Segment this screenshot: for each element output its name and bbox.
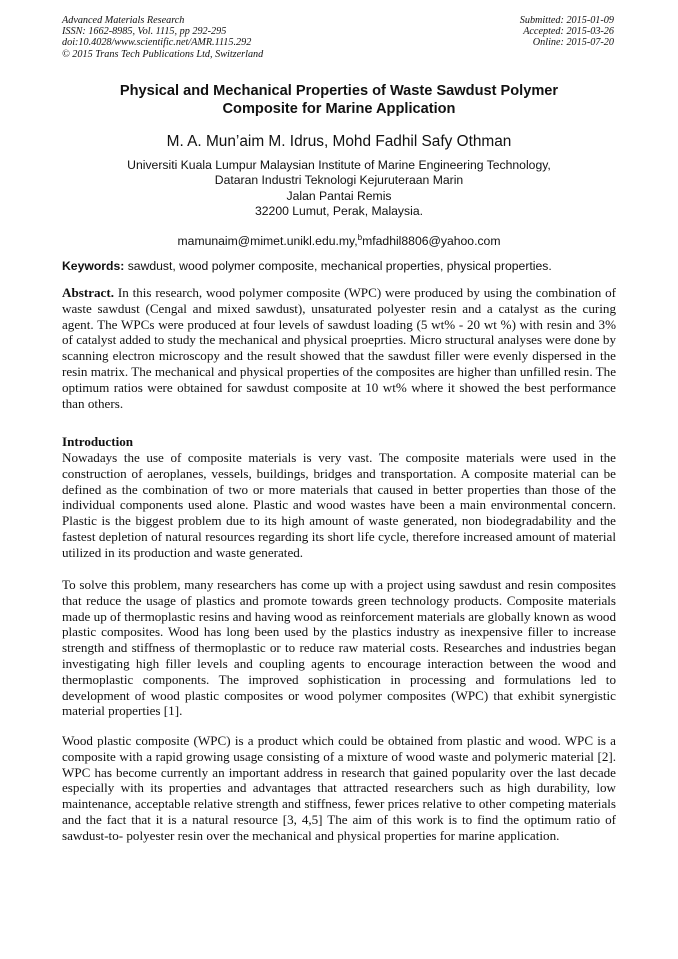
date-accepted: Accepted: 2015-03-26 bbox=[523, 26, 614, 38]
journal-name: Advanced Materials Research bbox=[62, 15, 185, 26]
intro-paragraph-1: Nowadays the use of composite materials is very vast. The composite materials were used in the construction of aeroplanes, vessels, buildings, bridges and transportation. A composite material can be defined as the combination of two or more materials that caused in better properties than those of the individual components used alone. Plastic and wood wastes have been a main environmental concern. Plastic is the biggest problem due to its high amount of waste generated, non biodegradability and the fastest depletion of natural resources regarding its short life cycle, therefore increased amount of material utilized in its production and waste generated. bbox=[62, 450, 616, 560]
intro-paragraph-3: Wood plastic composite (WPC) is a product which could be obtained from plastic and wood. WPC is a composite with a rapid growing usage consisting of a mixture of wood waste and polymeric material [2]. WPC has become currently an important address in research that gained popularity over the last decade especially with its properties and advantages that attracted researchers such as high durability, low maintenance, acceptable relative strength and stiffness, fewer prices relative to other competing materials and the fact that it is a natural resource [3, 4,5] The aim of this work is to find the optimum ratio of sawdust-to- polyester resin over the mechanical and physical properties for marine application. bbox=[62, 733, 616, 843]
email-2: mfadhil8806@yahoo.com bbox=[362, 234, 501, 249]
paper-title bbox=[62, 83, 616, 118]
keywords-label: Keywords: bbox=[62, 259, 125, 273]
date-submitted: Submitted: 2015-01-09 bbox=[519, 15, 614, 26]
authors: M. A. Mun’aim M. Idrus, Mohd Fadhil Safy Othman bbox=[166, 133, 512, 150]
keywords bbox=[62, 259, 616, 274]
journal-doi: doi:10.4028/www.scientific.net/AMR.1115.292 bbox=[62, 37, 252, 49]
title-line-2: Composite for Marine Application bbox=[222, 100, 456, 117]
journal-issn: ISSN: 1662-8985, Vol. 1115, pp 292-295 bbox=[62, 26, 227, 38]
affiliation-line-4: 32200 Lumut, Perak, Malaysia. bbox=[254, 204, 423, 219]
affiliation-line-2: Dataran Industri Teknologi Kejuruteraan Marin bbox=[214, 173, 464, 188]
title-line-1: Physical and Mechanical Properties of Waste Sawdust Polymer bbox=[119, 83, 559, 99]
journal-copyright: © 2015 Trans Tech Publications Ltd, Switzerland bbox=[62, 48, 264, 60]
intro-paragraph-2: To solve this problem, many researchers has come up with a project using sawdust and resin composites that reduce the usage of plastics and promote towards green technology products. Composite materials made up of thermoplastic resins and having wood as reinforcement materials are globally known as wood plastic composites. Wood has long been used by the plastics industry as inexpensive filler to increase strength and stiffness of thermoplastic or to reduce raw material costs. Researches and industries began investigating high filler levels and coupling agents to encourage interaction between the wood and thermoplastic components. The improved sophistication in processing and formulations led to development of wood plastic composites or wood polymer composites (WPC) that exhibit synergistic material properties [1]. bbox=[62, 577, 616, 719]
publication-dates bbox=[520, 15, 614, 49]
date-online: Online: 2015-07-20 bbox=[532, 37, 614, 49]
section-heading-introduction: Introduction bbox=[62, 434, 134, 449]
email-superscript: b bbox=[357, 233, 363, 242]
affiliation bbox=[62, 158, 616, 220]
abstract-label: Abstract. bbox=[62, 285, 114, 300]
abstract bbox=[62, 285, 616, 411]
abstract-text: In this research, wood polymer composite (WPC) were produced by using the combination of waste sawdust (Cengal and mixed sawdust), unsaturated polyester resin and a catalyst as the curing agent. The WPCs were produced at four levels of sawdust loading (5 wt% - 20 wt %) with resin and 3% of catalyst added to study the mechanical and physical proeprties. Micro structural analyses were done by scanning electron microscopy and the result showed that the sawdust filler were evenly dispersed in the resin matrix. The mechanical and physical properties of the composites are higher than unfilled resin. The optimum ratios were obtained for sawdust composite at 10 wt% where it showed the best performance than others. bbox=[62, 285, 617, 411]
keywords-text: sawdust, wood polymer composite, mechanical properties, physical properties. bbox=[124, 259, 552, 273]
email-1: mamunaim@mimet.unikl.edu.my, bbox=[177, 234, 358, 249]
affiliation-line-1: Universiti Kuala Lumpur Malaysian Institute of Marine Engineering Technology, bbox=[127, 158, 551, 172]
journal-info bbox=[62, 15, 263, 60]
author-emails bbox=[62, 230, 616, 249]
affiliation-line-3: Jalan Pantai Remis bbox=[286, 188, 392, 203]
